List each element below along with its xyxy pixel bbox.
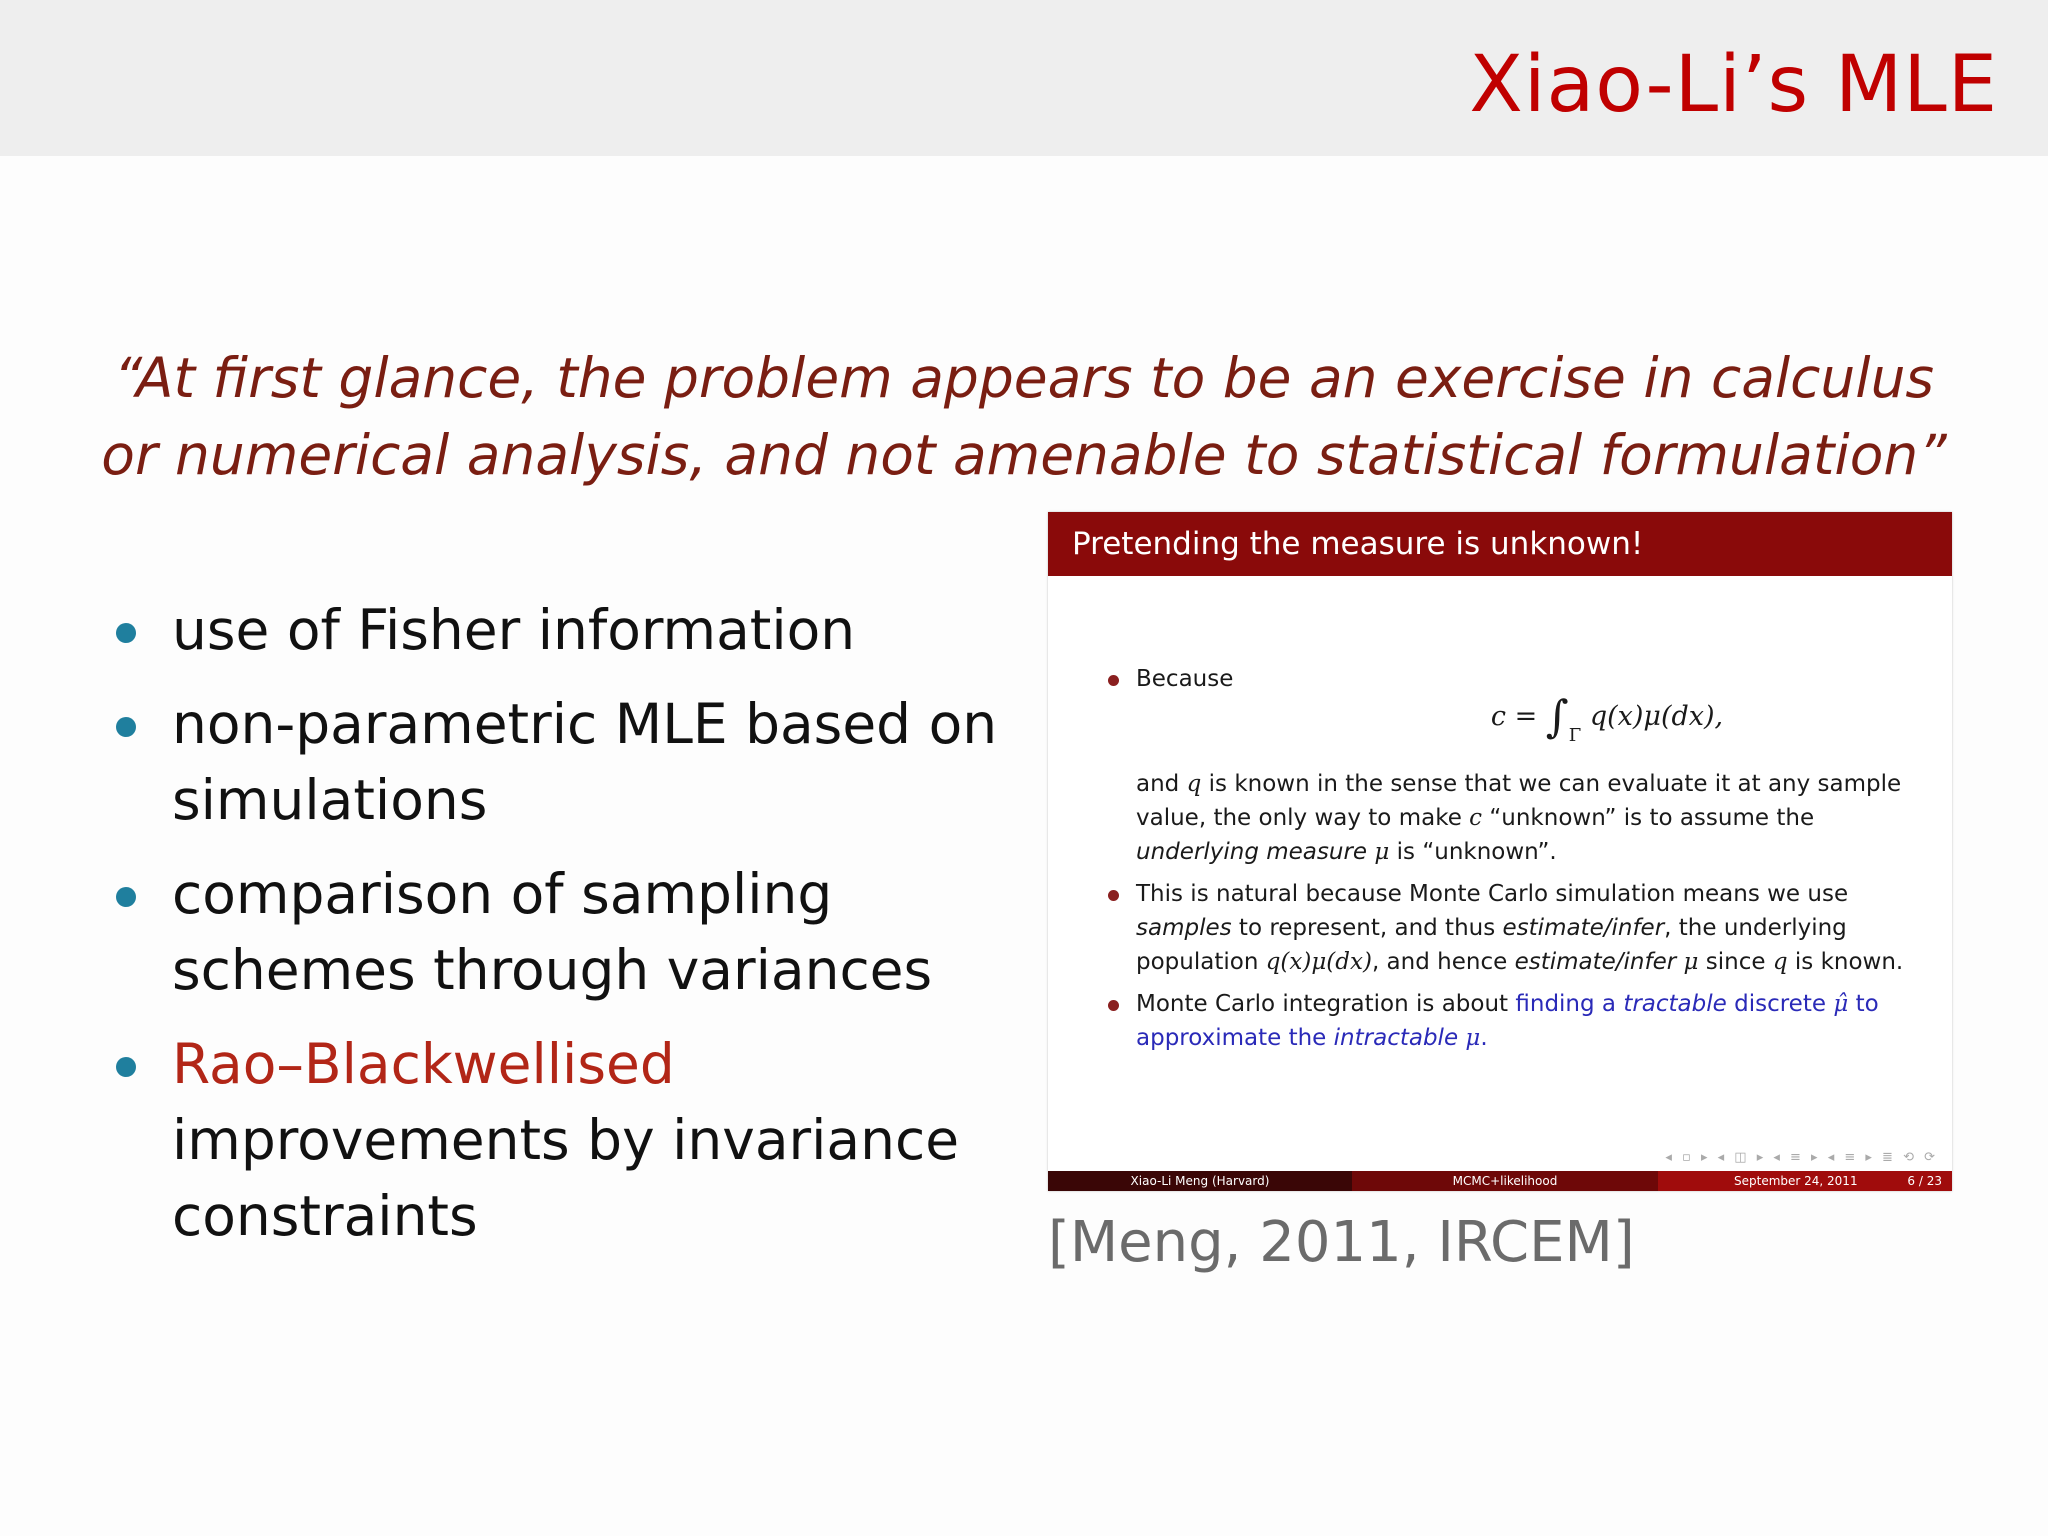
embedded-bullet-dot-icon [1108, 890, 1119, 901]
highlight-text: to approximate the [1136, 991, 1879, 1051]
bullet-item [110, 856, 1010, 1008]
highlight-emphasis: tractable [1623, 991, 1727, 1017]
quote-line-1: “At first glance, the problem appears to be an exercise in calculus [113, 346, 1935, 410]
embedded-text: is known. [1794, 949, 1904, 975]
bullet-highlight: Rao–Blackwellised [172, 1032, 675, 1096]
highlight-text: discrete [1734, 991, 1826, 1017]
beamer-navigation-icons: ◂ ▫ ▸ ◂ ◫ ▸ ◂ ≡ ▸ ◂ ≡ ▸ ≣ ⟲ ⟳ [1665, 1150, 1938, 1165]
embedded-bullet-dot-icon [1108, 675, 1119, 686]
embedded-slide-title: Pretending the measure is unknown! [1072, 526, 1644, 562]
footer-page: 6 / 23 [1907, 1174, 1942, 1188]
math-symbol: μ [1465, 1025, 1481, 1051]
footer-author: Xiao-Li Meng (Harvard) [1048, 1171, 1352, 1191]
quote-line-2: or numerical analysis, and not amenable to statistical formulation” [101, 423, 1947, 487]
emphasis-text: samples [1136, 915, 1232, 941]
embedded-text: Monte Carlo integration is about [1136, 991, 1509, 1017]
footer-date: September 24, 2011 [1734, 1174, 1858, 1188]
bullet-text-line-2: improvements by invariance [172, 1108, 960, 1172]
formula-rhs: q(x)μ(dx), [1589, 701, 1724, 732]
slide-title: Xiao-Li’s MLE [1469, 40, 1998, 130]
embedded-text: is known in the sense that we can evaluate it at any sample value, the only way to make [1136, 771, 1902, 831]
math-expression: q(x)μ(dx) [1265, 949, 1372, 975]
embedded-text: “unknown” is to assume the [1489, 805, 1815, 831]
bullet-list [110, 592, 1010, 1272]
embedded-text: and [1136, 771, 1180, 797]
embedded-text: This is natural because Monte Carlo simulation means we use [1136, 881, 1849, 907]
highlight-text: finding a [1515, 991, 1617, 1017]
footer-date-page [1658, 1171, 1952, 1191]
math-symbol: q [1772, 949, 1788, 975]
embedded-text: since [1705, 949, 1766, 975]
bullet-dot-icon [116, 623, 136, 643]
embedded-bullet-dot-icon [1108, 1000, 1119, 1011]
bullet-dot-icon [116, 887, 136, 907]
bullet-item [110, 686, 1010, 838]
bullet-item [110, 1026, 1010, 1254]
embedded-bullet [1108, 987, 1928, 1055]
bullet-item [110, 592, 1010, 668]
bullet-text-line-2: schemes through variances [172, 938, 933, 1002]
bullet-dot-icon [116, 717, 136, 737]
highlight-text: . [1480, 1025, 1488, 1051]
emphasis-text: estimate/infer [1514, 949, 1677, 975]
embedded-slide-footer [1048, 1171, 1952, 1191]
bullet-text-line-3: constraints [172, 1184, 478, 1248]
math-symbol: c [1469, 805, 1483, 831]
math-symbol: μ [1683, 949, 1699, 975]
embedded-bullet [1108, 877, 1928, 979]
formula-lhs: c = [1490, 701, 1538, 732]
math-symbol: μ̂ [1833, 991, 1849, 1017]
bullet-text-line-1: comparison of sampling [172, 862, 833, 926]
quote [0, 340, 2048, 494]
embedded-bullet [1108, 662, 1928, 869]
embedded-slide-body [1108, 662, 1928, 1063]
embedded-text: is “unknown”. [1396, 839, 1557, 865]
emphasis-text: underlying measure [1136, 839, 1368, 865]
integral-sign-icon: ∫ [1545, 691, 1569, 743]
embedded-slide-image [1048, 512, 1952, 1191]
bullet-text-line-2: simulations [172, 768, 488, 832]
math-symbol: q [1186, 771, 1202, 797]
bullet-text: use of Fisher information [172, 598, 856, 662]
highlight-emphasis: intractable [1333, 1025, 1459, 1051]
formula-subscript: Γ [1568, 725, 1582, 746]
embedded-text: Because [1136, 666, 1234, 692]
citation: [Meng, 2011, IRCEM] [1048, 1210, 1635, 1275]
slide-header [0, 0, 2048, 156]
embedded-text: , and hence [1371, 949, 1508, 975]
embedded-text: , the underlying population [1136, 915, 1847, 975]
emphasis-text: estimate/infer [1502, 915, 1665, 941]
math-symbol: μ [1374, 839, 1390, 865]
footer-topic: MCMC+likelihood [1352, 1171, 1658, 1191]
bullet-dot-icon [116, 1057, 136, 1077]
integral-formula [1136, 691, 1928, 753]
bullet-text-line-1: non-parametric MLE based on [172, 692, 998, 756]
embedded-text: to represent, and thus [1238, 915, 1496, 941]
embedded-slide-header [1048, 512, 1952, 576]
